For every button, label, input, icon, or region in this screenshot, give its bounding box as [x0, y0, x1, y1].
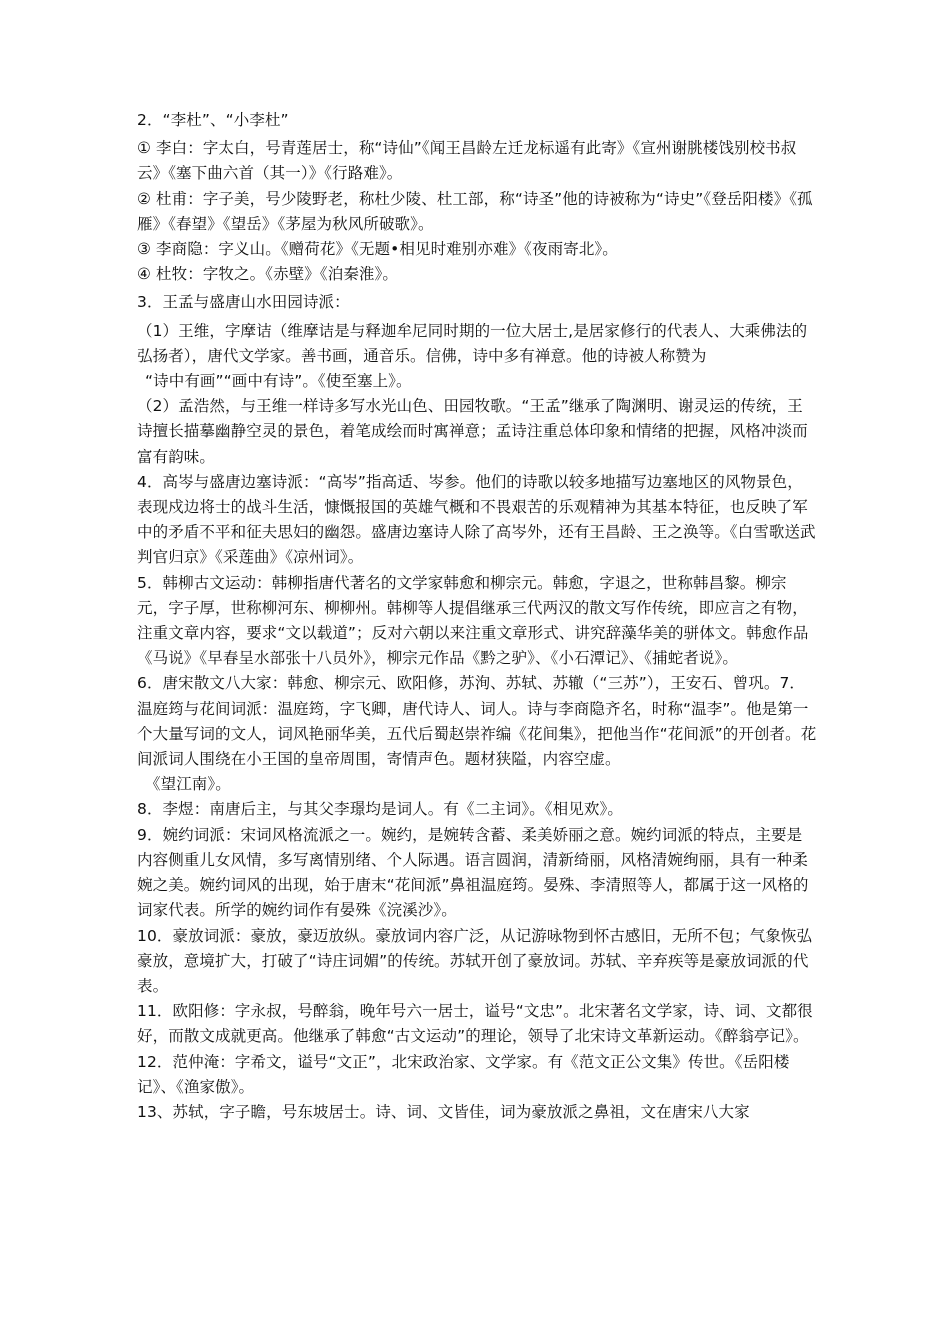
section-heading-wang-meng: 3．王孟与盛唐山水田园诗派： [137, 293, 350, 312]
paragraph-haofang-school: 10．豪放词派：豪放，豪迈放纵。豪放词内容广泛，从记游咏物到怀古感旧，无所不包；气象恢弘豪放，意境扩大，打破了“诗庄词媚”的传统。苏轼开创了豪放词。苏轼、辛弃疾等是豪放词派的代表。 [137, 926, 813, 995]
document-body [137, 108, 817, 1125]
paragraph-su-shi: 13、苏轼，字子瞻，号东坡居士。诗、词、文皆佳，词为豪放派之鼻祖，文在唐宋八大家 [137, 1102, 750, 1121]
paragraph-du-fu: ② 杜甫：字子美，号少陵野老，称杜少陵、杜工部，称“诗圣”他的诗被称为“诗史”《登岳阳楼》《孤雁》《春望》《望岳》《茅屋为秋风所破歌》。 [137, 189, 813, 233]
section-heading-li-du: 2．“李杜”、“小李杜” [137, 111, 289, 129]
paragraph-wang-wei: （1）王维，字摩诘（维摩诘是与释迦牟尼同时期的一位大居士,是居家修行的代表人、大乘佛法的弘扬者），唐代文学家。善书画，通音乐。信佛，诗中多有禅意。他的诗被人称赞为 [137, 321, 808, 365]
paragraph-fan-zhongyan: 12．范仲淹：字希文，谥号“文正”，北宋政治家、文学家。有《范文正公文集》传世。《岳阳楼记》、《渔家傲》。 [137, 1052, 790, 1096]
paragraph-wang-jiang-nan: 《望江南》。 [145, 775, 231, 794]
paragraph-gao-cen: 4．高岑与盛唐边塞诗派：“高岑”指高适、岑参。他们的诗歌以较多地描写边塞地区的风物景色，表现戍边将士的战斗生活，慷慨报国的英雄气概和不畏艰苦的乐观精神为其基本特征，也反映了军中的矛盾不平和征夫思妇的幽怨。盛唐边塞诗人除了高岑外，还有王昌龄、王之涣等。《白雪歌送武判官归京》《采莲曲》《凉州词》。 [137, 472, 816, 567]
paragraph-ouyang-xiu: 11．欧阳修：字永叔，号醉翁，晚年号六一居士，谥号“文忠”。北宋著名文学家，诗、词、文都很好，而散文成就更高。他继承了韩愈“古文运动”的理论，领导了北宋诗文革新运动。《醉翁亭记》。 [137, 1002, 813, 1046]
paragraph-li-shangyin: ③ 李商隐：字义山。《赠荷花》《无题•相见时难别亦难》《夜雨寄北》。 [137, 240, 618, 259]
paragraph-han-liu: 5．韩柳古文运动：韩柳指唐代著名的文学家韩愈和柳宗元。韩愈，字退之，世称韩昌黎。柳宗元，字子厚，世称柳河东、柳柳州。韩柳等人提倡继承三代两汉的散文写作传统，即应言之有物，注重文章内容，要求“文以载道”；反对六朝以来注重文章形式、讲究辞藻华美的骈体文。韩愈作品《马说》《早春呈水部张十八员外》，柳宗元作品《黔之驴》、《小石潭记》、《捕蛇者说》。 [137, 573, 809, 668]
paragraph-li-bai: ① 李白：字太白，号青莲居士，称“诗仙”《闻王昌龄左迁龙标遥有此寄》《宣州谢朓楼饯别校书叔云》《塞下曲六首（其一）》《行路难》。 [137, 139, 797, 183]
paragraph-du-mu: ④ 杜牧：字牧之。《赤壁》《泊秦淮》。 [137, 265, 398, 284]
paragraph-meng-haoran: （2）孟浩然，与王维一样诗多写水光山色、田园牧歌。“王孟”继承了陶渊明、谢灵运的传统，王诗擅长描摹幽静空灵的景色，着笔成绘而时寓禅意；孟诗注重总体印象和情绪的把握，风格冲淡而富有韵味。 [137, 397, 808, 466]
paragraph-li-yu: 8．李煜：南唐后主，与其父李璟均是词人。有《二主词》。《相见欢》。 [137, 800, 623, 819]
paragraph-wang-wei-praise: “诗中有画”“画中有诗”。《使至塞上》。 [145, 372, 412, 391]
paragraph-wanyue-school: 9．婉约词派：宋词风格流派之一。婉约，是婉转含蓄、柔美娇丽之意。婉约词派的特点，主要是内容侧重儿女风情，多写离情别绪、个人际遇。语言圆润，清新绮丽，风格清婉绚丽，具有一种柔婉之美。婉约词风的出现，始于唐末“花间派”鼻祖温庭筠。晏殊、李清照等人，都属于这一风格的词家代表。所学的婉约词作有晏殊《浣溪沙》。 [137, 825, 809, 920]
paragraph-eight-masters-wen-tingyun: 6．唐宋散文八大家：韩愈、柳宗元、欧阳修，苏洵、苏轼、苏辙（“三苏”），王安石、曾巩。7．温庭筠与花间词派：温庭筠，字飞卿，唐代诗人、词人。诗与李商隐齐名，时称“温李”。他是第一个大量写词的文人，词风艳丽华美，五代后蜀赵崇祚编《花间集》，把他当作“花间派”的开创者。花间派词人围绕在小王国的皇帝周围，寄情声色。题材狭隘，内容空虚。 [137, 674, 817, 769]
